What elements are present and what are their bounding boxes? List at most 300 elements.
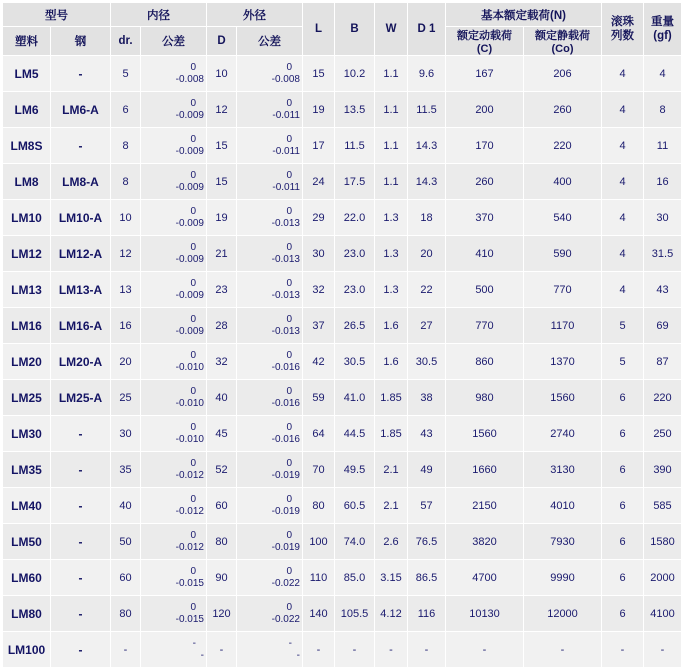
cell-D1: 57 [408, 488, 446, 524]
header-static-load-line2: (Co) [551, 43, 574, 55]
cell-dynamic-load: 3820 [446, 524, 524, 560]
cell-L: 37 [303, 308, 335, 344]
cell-plastic-model: LM5 [3, 56, 51, 92]
cell-plastic-model: LM100 [3, 632, 51, 668]
cell-dr: 8 [111, 164, 141, 200]
cell-D: 40 [207, 380, 237, 416]
table-row [3, 452, 682, 488]
cell-D1: 20 [408, 236, 446, 272]
cell-dr-tolerance-values [141, 206, 206, 229]
cell-dr: 80 [111, 596, 141, 632]
cell-dr-tolerance-values [141, 170, 206, 193]
cell-D-tolerance-upper: 0 [286, 458, 292, 469]
cell-dr-tolerance-lower: -0.009 [175, 109, 204, 121]
cell-dr-tolerance-lower: -0.010 [175, 397, 204, 409]
cell-W: 1.1 [375, 56, 408, 92]
cell-dr: 5 [111, 56, 141, 92]
header-basic-load-rating: 基本额定载荷(N) [446, 3, 602, 27]
table-row [3, 344, 682, 380]
cell-dr-tolerance-upper: 0 [190, 386, 196, 397]
cell-dr-tolerance-lower: -0.015 [175, 613, 204, 625]
cell-W: 1.6 [375, 308, 408, 344]
cell-B: 13.5 [335, 92, 375, 128]
cell-static-load: 7930 [524, 524, 602, 560]
cell-plastic-model: LM25 [3, 380, 51, 416]
cell-D1: 30.5 [408, 344, 446, 380]
cell-weight: 1580 [644, 524, 682, 560]
cell-weight: 2000 [644, 560, 682, 596]
cell-weight: 43 [644, 272, 682, 308]
cell-W: 1.1 [375, 164, 408, 200]
cell-D1: 38 [408, 380, 446, 416]
cell-dr-tolerance-values [141, 278, 206, 301]
cell-D-tolerance-values [237, 170, 302, 193]
cell-L: 140 [303, 596, 335, 632]
cell-B: 11.5 [335, 128, 375, 164]
cell-D-tolerance-values [237, 386, 302, 409]
cell-dr-tolerance-values [141, 98, 206, 121]
cell-dynamic-load: 410 [446, 236, 524, 272]
cell-steel-model: - [51, 452, 111, 488]
cell-D-tolerance-values [237, 566, 302, 589]
cell-dynamic-load: 170 [446, 128, 524, 164]
cell-weight: 220 [644, 380, 682, 416]
cell-dr-tolerance-lower: -0.009 [175, 325, 204, 337]
cell-D-tolerance [237, 92, 303, 128]
cell-ball-rows: 6 [602, 560, 644, 596]
cell-L: 100 [303, 524, 335, 560]
cell-plastic-model: LM50 [3, 524, 51, 560]
table-row [3, 632, 682, 668]
cell-ball-rows: 4 [602, 164, 644, 200]
cell-dr-tolerance [141, 308, 207, 344]
cell-static-load: 1560 [524, 380, 602, 416]
cell-D: - [207, 632, 237, 668]
cell-dynamic-load: 260 [446, 164, 524, 200]
cell-D: 32 [207, 344, 237, 380]
cell-W: 1.85 [375, 380, 408, 416]
table-row [3, 380, 682, 416]
cell-dr: 50 [111, 524, 141, 560]
cell-dr-tolerance [141, 524, 207, 560]
header-B: B [335, 3, 375, 56]
cell-dr-tolerance-lower: -0.010 [175, 361, 204, 373]
header-ball-rows-line1: 滚珠 [611, 15, 634, 28]
header-row-groups [3, 3, 682, 27]
cell-dr: 25 [111, 380, 141, 416]
cell-B: 44.5 [335, 416, 375, 452]
cell-dr: 35 [111, 452, 141, 488]
header-W: W [375, 3, 408, 56]
cell-weight: 30 [644, 200, 682, 236]
cell-D-tolerance-upper: 0 [286, 386, 292, 397]
header-weight-line1: 重量 [651, 15, 674, 28]
cell-plastic-model: LM12 [3, 236, 51, 272]
cell-dr-tolerance [141, 200, 207, 236]
cell-ball-rows: 6 [602, 524, 644, 560]
cell-steel-model: LM25-A [51, 380, 111, 416]
cell-dr-tolerance-values [141, 62, 206, 85]
cell-steel-model: - [51, 56, 111, 92]
cell-dr-tolerance-lower: -0.012 [175, 469, 204, 481]
cell-dr-tolerance-lower: -0.010 [175, 433, 204, 445]
cell-D-tolerance-lower: -0.013 [271, 325, 300, 337]
cell-dr-tolerance [141, 632, 207, 668]
cell-dynamic-load: 2150 [446, 488, 524, 524]
cell-dr: 8 [111, 128, 141, 164]
cell-L: 15 [303, 56, 335, 92]
cell-D1: - [408, 632, 446, 668]
cell-dr-tolerance-values [141, 134, 206, 157]
table-row [3, 524, 682, 560]
cell-ball-rows: 4 [602, 56, 644, 92]
header-plastic: 塑料 [3, 27, 51, 56]
cell-D: 52 [207, 452, 237, 488]
cell-D-tolerance-values [237, 602, 302, 625]
cell-D: 23 [207, 272, 237, 308]
cell-D-tolerance-upper: 0 [286, 422, 292, 433]
cell-D: 12 [207, 92, 237, 128]
cell-weight: 31.5 [644, 236, 682, 272]
cell-D-tolerance-lower: -0.013 [271, 253, 300, 265]
cell-D-tolerance-lower: -0.011 [272, 181, 300, 193]
header-dynamic-load-line2: (C) [476, 43, 493, 55]
cell-dr: 10 [111, 200, 141, 236]
cell-ball-rows: 6 [602, 380, 644, 416]
cell-ball-rows: 6 [602, 416, 644, 452]
cell-D-tolerance [237, 632, 303, 668]
cell-ball-rows: 6 [602, 488, 644, 524]
cell-steel-model: LM12-A [51, 236, 111, 272]
cell-dr-tolerance-upper: 0 [190, 98, 196, 109]
cell-W: 3.15 [375, 560, 408, 596]
cell-steel-model: LM13-A [51, 272, 111, 308]
cell-dr-tolerance-lower: -0.009 [175, 217, 204, 229]
cell-W: 1.3 [375, 272, 408, 308]
cell-plastic-model: LM6 [3, 92, 51, 128]
header-weight-line2: (gf) [653, 30, 672, 42]
cell-D-tolerance [237, 524, 303, 560]
cell-dynamic-load: 500 [446, 272, 524, 308]
cell-dr-tolerance-values [141, 458, 206, 481]
cell-B: 49.5 [335, 452, 375, 488]
cell-static-load: 9990 [524, 560, 602, 596]
cell-L: 70 [303, 452, 335, 488]
cell-D-tolerance-lower: - [296, 649, 300, 661]
header-static-load [524, 27, 602, 56]
header-dynamic-load [446, 27, 524, 56]
cell-dr-tolerance-lower: -0.009 [175, 181, 204, 193]
cell-dr-tolerance-values [141, 602, 206, 625]
cell-ball-rows: 4 [602, 236, 644, 272]
cell-D-tolerance-upper: 0 [286, 602, 292, 613]
cell-B: 23.0 [335, 236, 375, 272]
cell-dr-tolerance-lower: - [200, 649, 204, 661]
cell-dr-tolerance-upper: 0 [190, 278, 196, 289]
cell-W: 1.3 [375, 200, 408, 236]
cell-dr-tolerance-upper: 0 [190, 566, 196, 577]
cell-static-load: 206 [524, 56, 602, 92]
cell-dr-tolerance-upper: 0 [190, 494, 196, 505]
cell-plastic-model: LM16 [3, 308, 51, 344]
cell-dr-tolerance-upper: 0 [190, 242, 196, 253]
cell-B: 105.5 [335, 596, 375, 632]
cell-dr: 6 [111, 92, 141, 128]
cell-D: 19 [207, 200, 237, 236]
cell-B: 22.0 [335, 200, 375, 236]
cell-static-load: 220 [524, 128, 602, 164]
cell-D-tolerance [237, 308, 303, 344]
cell-D-tolerance-lower: -0.008 [271, 73, 300, 85]
cell-D-tolerance-values [237, 134, 302, 157]
cell-dr-tolerance-values [141, 386, 206, 409]
cell-steel-model: - [51, 596, 111, 632]
cell-dr-tolerance-upper: 0 [190, 602, 196, 613]
cell-plastic-model: LM30 [3, 416, 51, 452]
cell-dr-tolerance [141, 488, 207, 524]
cell-dr-tolerance [141, 56, 207, 92]
cell-ball-rows: - [602, 632, 644, 668]
cell-dr-tolerance-values [141, 638, 206, 661]
cell-steel-model: - [51, 128, 111, 164]
cell-D-tolerance [237, 164, 303, 200]
header-D-tolerance: 公差 [237, 27, 303, 56]
cell-dr-tolerance-upper: 0 [190, 350, 196, 361]
cell-dr-tolerance [141, 92, 207, 128]
cell-D-tolerance-upper: 0 [286, 278, 292, 289]
cell-dr-tolerance-values [141, 242, 206, 265]
cell-dynamic-load: 200 [446, 92, 524, 128]
cell-L: 80 [303, 488, 335, 524]
cell-D-tolerance-upper: 0 [286, 98, 292, 109]
header-D: D [207, 27, 237, 56]
header-D1: D 1 [408, 3, 446, 56]
cell-dr-tolerance-values [141, 566, 206, 589]
header-inner-diameter: 内径 [111, 3, 207, 27]
cell-weight: 69 [644, 308, 682, 344]
cell-static-load: 3130 [524, 452, 602, 488]
header-weight [644, 3, 682, 56]
cell-L: 64 [303, 416, 335, 452]
cell-ball-rows: 4 [602, 92, 644, 128]
cell-plastic-model: LM8S [3, 128, 51, 164]
header-dr: dr. [111, 27, 141, 56]
cell-D-tolerance [237, 560, 303, 596]
table-row [3, 200, 682, 236]
cell-ball-rows: 4 [602, 272, 644, 308]
cell-dynamic-load: 10130 [446, 596, 524, 632]
cell-W: 1.85 [375, 416, 408, 452]
cell-dr-tolerance-values [141, 494, 206, 517]
cell-D-tolerance-lower: -0.016 [271, 397, 300, 409]
cell-L: 42 [303, 344, 335, 380]
cell-D-tolerance-upper: 0 [286, 566, 292, 577]
cell-D: 28 [207, 308, 237, 344]
cell-dr: 60 [111, 560, 141, 596]
cell-ball-rows: 4 [602, 128, 644, 164]
cell-D: 15 [207, 128, 237, 164]
cell-dynamic-load: 980 [446, 380, 524, 416]
cell-W: 2.1 [375, 488, 408, 524]
cell-weight: 4100 [644, 596, 682, 632]
cell-L: 17 [303, 128, 335, 164]
header-steel: 钢 [51, 27, 111, 56]
cell-dr-tolerance-upper: 0 [190, 134, 196, 145]
cell-plastic-model: LM8 [3, 164, 51, 200]
cell-B: 26.5 [335, 308, 375, 344]
cell-D-tolerance-upper: 0 [286, 494, 292, 505]
cell-D1: 27 [408, 308, 446, 344]
cell-steel-model: - [51, 560, 111, 596]
table-row [3, 560, 682, 596]
cell-steel-model: - [51, 488, 111, 524]
cell-dr: 16 [111, 308, 141, 344]
cell-D-tolerance-upper: 0 [286, 314, 292, 325]
cell-steel-model: LM8-A [51, 164, 111, 200]
cell-D-tolerance [237, 596, 303, 632]
cell-plastic-model: LM20 [3, 344, 51, 380]
cell-plastic-model: LM60 [3, 560, 51, 596]
cell-dr-tolerance-upper: 0 [190, 206, 196, 217]
cell-B: 23.0 [335, 272, 375, 308]
header-ball-rows [602, 3, 644, 56]
cell-L: 19 [303, 92, 335, 128]
cell-D: 15 [207, 164, 237, 200]
header-dynamic-load-line1: 额定动载荷 [457, 30, 512, 42]
cell-dr: 30 [111, 416, 141, 452]
table-row [3, 596, 682, 632]
cell-B: 10.2 [335, 56, 375, 92]
cell-weight: 16 [644, 164, 682, 200]
cell-L: 24 [303, 164, 335, 200]
cell-D-tolerance-lower: -0.022 [271, 577, 300, 589]
cell-D1: 43 [408, 416, 446, 452]
cell-plastic-model: LM80 [3, 596, 51, 632]
cell-W: 1.3 [375, 236, 408, 272]
cell-D-tolerance-lower: -0.011 [272, 109, 300, 121]
cell-D-tolerance [237, 56, 303, 92]
cell-D-tolerance-upper: 0 [286, 134, 292, 145]
cell-dr-tolerance-upper: - [192, 638, 196, 649]
cell-dynamic-load: 370 [446, 200, 524, 236]
cell-dr-tolerance-upper: 0 [190, 314, 196, 325]
cell-dr-tolerance [141, 596, 207, 632]
cell-L: 110 [303, 560, 335, 596]
cell-D-tolerance-upper: 0 [286, 206, 292, 217]
cell-D-tolerance-values [237, 242, 302, 265]
cell-B: 17.5 [335, 164, 375, 200]
cell-dr-tolerance-values [141, 530, 206, 553]
cell-plastic-model: LM40 [3, 488, 51, 524]
cell-D: 120 [207, 596, 237, 632]
cell-static-load: 260 [524, 92, 602, 128]
cell-dr-tolerance-lower: -0.009 [175, 145, 204, 157]
cell-static-load: - [524, 632, 602, 668]
cell-B: - [335, 632, 375, 668]
table-row [3, 92, 682, 128]
cell-D-tolerance-values [237, 638, 302, 661]
cell-static-load: 1170 [524, 308, 602, 344]
cell-ball-rows: 6 [602, 452, 644, 488]
header-dr-tolerance: 公差 [141, 27, 207, 56]
cell-D: 60 [207, 488, 237, 524]
cell-W: 4.12 [375, 596, 408, 632]
cell-ball-rows: 6 [602, 596, 644, 632]
cell-steel-model: - [51, 524, 111, 560]
cell-L: 29 [303, 200, 335, 236]
cell-weight: 250 [644, 416, 682, 452]
cell-D-tolerance [237, 488, 303, 524]
cell-D-tolerance-upper: 0 [286, 62, 292, 73]
cell-W: 1.1 [375, 128, 408, 164]
cell-D-tolerance-upper: 0 [286, 170, 292, 181]
cell-weight: 87 [644, 344, 682, 380]
header-outer-diameter: 外径 [207, 3, 303, 27]
cell-dr-tolerance-lower: -0.015 [175, 577, 204, 589]
cell-D-tolerance-values [237, 206, 302, 229]
cell-dr-tolerance [141, 416, 207, 452]
cell-steel-model: - [51, 632, 111, 668]
cell-dynamic-load: 1560 [446, 416, 524, 452]
cell-D-tolerance-lower: -0.019 [271, 469, 300, 481]
cell-weight: 4 [644, 56, 682, 92]
cell-D: 80 [207, 524, 237, 560]
cell-weight: 585 [644, 488, 682, 524]
cell-D1: 9.6 [408, 56, 446, 92]
cell-static-load: 400 [524, 164, 602, 200]
table-row [3, 272, 682, 308]
cell-dr-tolerance-lower: -0.009 [175, 253, 204, 265]
cell-static-load: 12000 [524, 596, 602, 632]
cell-static-load: 2740 [524, 416, 602, 452]
cell-dr-tolerance-upper: 0 [190, 170, 196, 181]
cell-dr: 13 [111, 272, 141, 308]
cell-D1: 116 [408, 596, 446, 632]
cell-D1: 18 [408, 200, 446, 236]
table-row [3, 56, 682, 92]
cell-D1: 14.3 [408, 164, 446, 200]
header-model: 型号 [3, 3, 111, 27]
cell-static-load: 770 [524, 272, 602, 308]
cell-weight: 390 [644, 452, 682, 488]
cell-D-tolerance [237, 452, 303, 488]
cell-dynamic-load: 860 [446, 344, 524, 380]
cell-D-tolerance [237, 200, 303, 236]
cell-dr-tolerance-lower: -0.012 [175, 541, 204, 553]
cell-dr-tolerance [141, 272, 207, 308]
table-header [3, 3, 682, 56]
table-body [3, 56, 682, 668]
cell-D1: 11.5 [408, 92, 446, 128]
cell-L: 32 [303, 272, 335, 308]
cell-dynamic-load: 770 [446, 308, 524, 344]
cell-D-tolerance-values [237, 494, 302, 517]
cell-dr-tolerance-values [141, 350, 206, 373]
cell-D-tolerance-values [237, 314, 302, 337]
cell-dr-tolerance-upper: 0 [190, 530, 196, 541]
cell-D: 45 [207, 416, 237, 452]
cell-D-tolerance-lower: -0.011 [272, 145, 300, 157]
cell-D1: 49 [408, 452, 446, 488]
cell-D-tolerance [237, 272, 303, 308]
cell-dr-tolerance-upper: 0 [190, 422, 196, 433]
cell-dr-tolerance [141, 128, 207, 164]
cell-D-tolerance-upper: - [288, 638, 292, 649]
header-L: L [303, 3, 335, 56]
cell-ball-rows: 5 [602, 344, 644, 380]
cell-D: 90 [207, 560, 237, 596]
cell-dr-tolerance [141, 344, 207, 380]
